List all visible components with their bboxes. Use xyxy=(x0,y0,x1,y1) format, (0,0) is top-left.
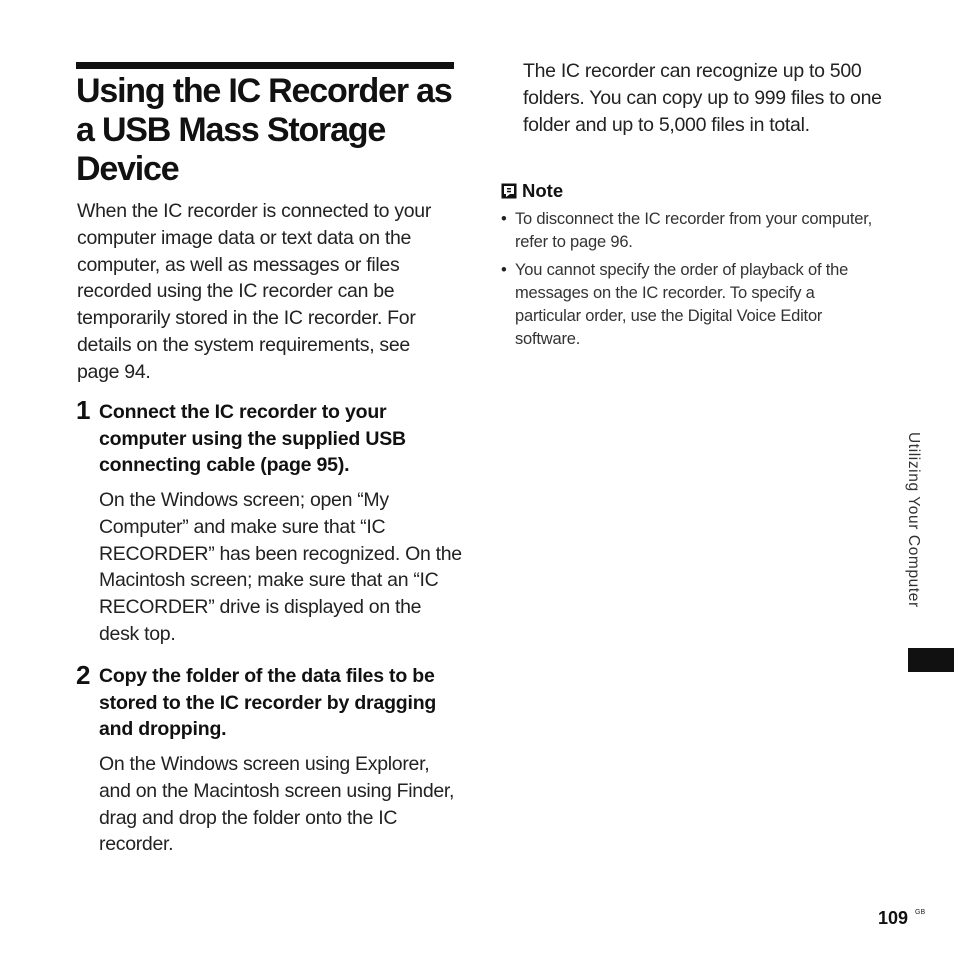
step-2-number: 2 xyxy=(76,660,91,690)
title-rule xyxy=(76,62,454,69)
page-number-suffix: GB xyxy=(915,909,926,916)
note-list xyxy=(501,208,881,356)
note-item: • You cannot specify the order of playback of the messages on the IC recorder. To specify a particular order, use the Digital Voice Editor software. xyxy=(501,259,881,351)
section-tab-marker xyxy=(908,648,954,672)
note-heading-label: Note xyxy=(522,180,564,201)
note-heading xyxy=(501,180,563,202)
step-1-heading: Connect the IC recorder to your computer using the supplied USB connecting cable (page 95). xyxy=(99,401,406,477)
page-number: 109 xyxy=(878,908,909,928)
note-icon xyxy=(501,183,517,199)
note-item: • To disconnect the IC recorder from your computer, refer to page 96. xyxy=(501,208,881,254)
intro-paragraph: When the IC recorder is connected to your computer image data or text data on the computer, as well as messages or files recorded using the IC recorder can be temporarily stored in the IC recorder. For details on the system requirements, see page 94. xyxy=(77,200,432,383)
page-title: Using the IC Recorder as a USB Mass Storage Device xyxy=(76,72,452,188)
step-1-body: On the Windows screen; open “My Computer” and make sure that “IC RECORDER” has been recognized. On the Macintosh screen; make sure that an “IC RECORDER” drive is displayed on the desk top. xyxy=(99,489,462,645)
folder-limits-paragraph: The IC recorder can recognize up to 500 folders. You can copy up to 999 files to one folder and up to 5,000 files in total. xyxy=(523,60,882,136)
section-side-label: Utilizing Your Computer xyxy=(905,432,922,608)
step-2-heading: Copy the folder of the data files to be stored to the IC recorder by dragging and dropping. xyxy=(99,665,437,741)
step-2-body: On the Windows screen using Explorer, and on the Macintosh screen using Finder, drag and drop the folder onto the IC recorder. xyxy=(99,753,455,856)
step-1-number: 1 xyxy=(76,395,91,425)
